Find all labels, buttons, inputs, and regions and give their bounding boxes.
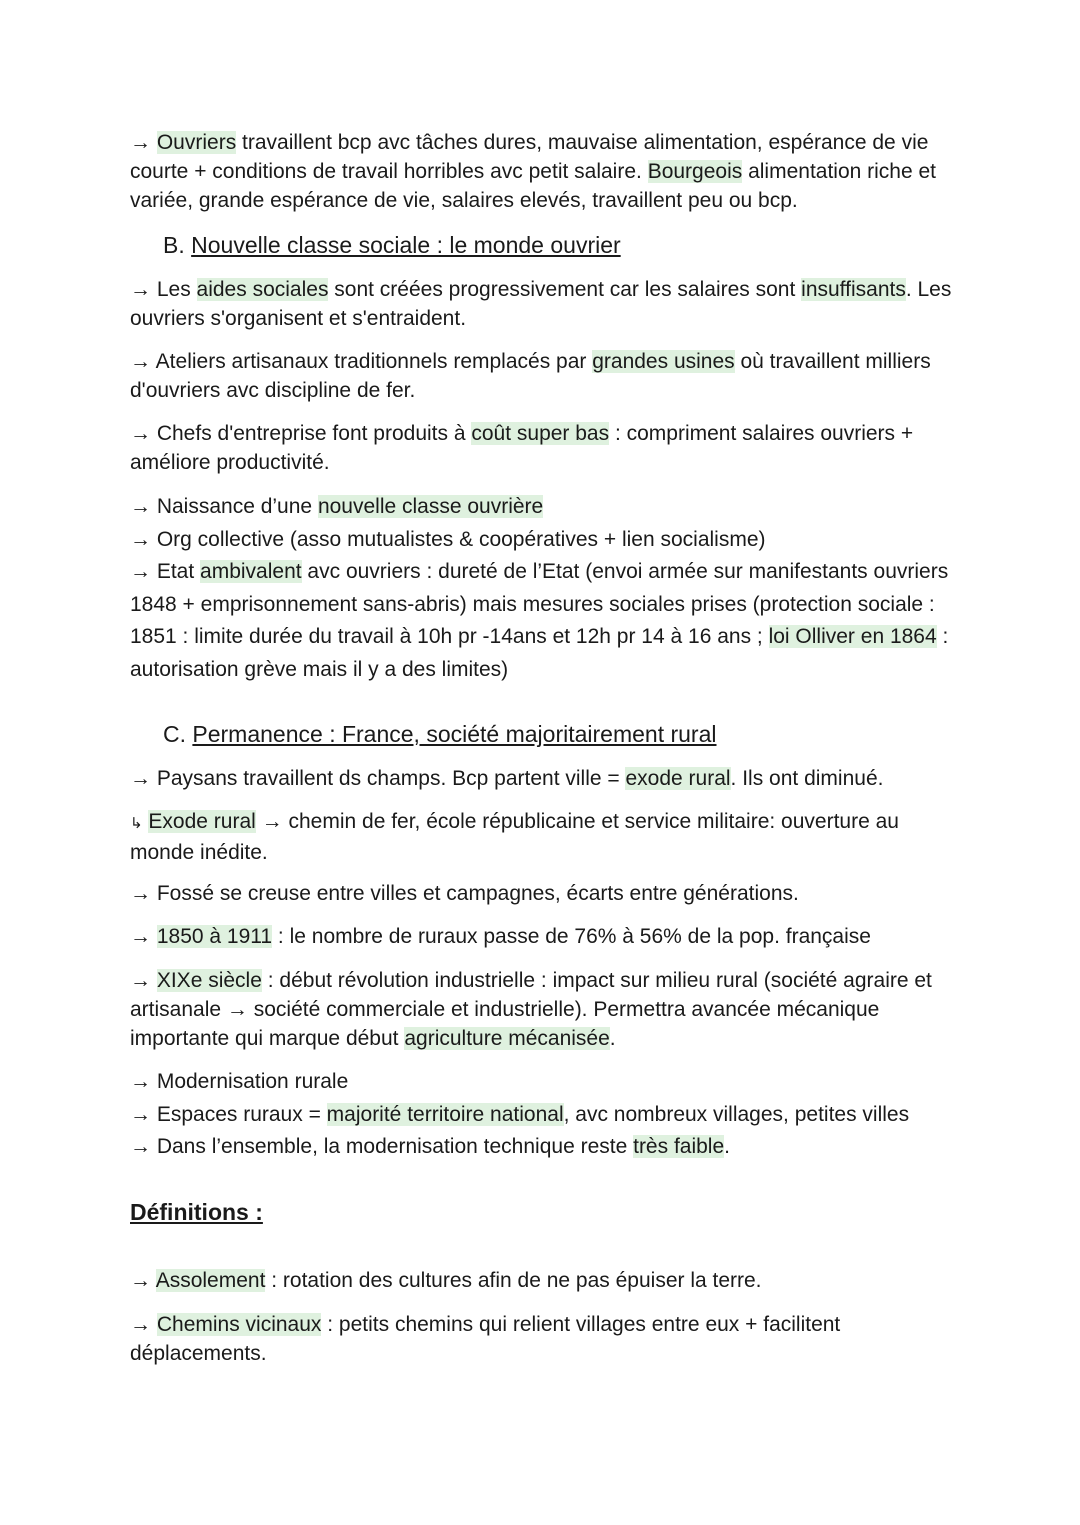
paragraph-text: . <box>724 1135 730 1158</box>
paragraph-text: . <box>609 1027 616 1050</box>
highlight-term: nouvelle classe ouvrière <box>317 495 544 518</box>
list-item <box>130 524 960 557</box>
paragraph-text: Naissance d’une <box>151 495 318 518</box>
definition-chemins-vicinaux <box>130 1310 960 1368</box>
highlight-term: agriculture mécanisée <box>404 1027 610 1050</box>
section-heading-b <box>163 230 621 260</box>
section-letter: B. <box>163 232 185 258</box>
section-letter: C. <box>163 721 186 747</box>
arrow-icon: → <box>130 350 151 373</box>
paragraph-text <box>151 925 157 948</box>
paragraph-text: Modernisation rurale <box>151 1070 349 1093</box>
paragraph-text: Dans l’ensemble, la modernisation technique reste <box>151 1135 634 1158</box>
highlight-term: Exode rural <box>148 810 256 833</box>
arrow-icon: → <box>130 527 151 551</box>
paragraph-ateliers <box>130 347 960 405</box>
arrow-icon: → <box>130 1135 151 1158</box>
section-title: Permanence : France, société majoritairement rural <box>192 721 717 747</box>
paragraph-fosse <box>130 879 960 908</box>
paragraph-text: , avc nombreux villages, petites villes <box>563 1102 910 1126</box>
paragraph-text <box>151 1269 156 1292</box>
paragraph-ouvriers-bourgeois <box>130 128 960 215</box>
arrow-icon: → <box>130 925 151 948</box>
paragraph-text: alimentation riche et variée, grande espérance de vie, salaires elevés, travaillent peu ou bcp. <box>130 160 937 212</box>
highlight-term: coût super bas <box>471 422 610 445</box>
paragraph-text: Ateliers artisanaux traditionnels remplacés par <box>151 350 593 373</box>
paragraph-text <box>151 969 157 992</box>
paragraph-text: travaillent bcp avc tâches dures, mauvaise alimentation, espérance de vie courte + conditions de travail horribles avc petit salaire. <box>130 131 929 183</box>
section-title: Nouvelle classe sociale : le monde ouvrier <box>191 232 621 258</box>
list-item <box>130 556 960 686</box>
arrow-icon: → <box>130 1269 151 1292</box>
section-heading-c <box>163 719 717 749</box>
paragraph-text: avc ouvriers : dureté de l’Etat (envoi armée sur manifestants ouvriers 1848 + emprisonnement sans-abris) mais mesures sociales prises (protection sociale : 1851 : limite durée du travail à 10h pr -14ans et 12h pr 14 à 16 ans ; <box>130 560 949 648</box>
highlight-term: très faible <box>633 1135 725 1158</box>
paragraph-text: sont créées progressivement car les salaires sont <box>328 278 802 301</box>
paragraph-text: Espaces ruraux = <box>151 1102 327 1126</box>
paragraph-1850-1911 <box>130 922 960 951</box>
highlight-term: insuffisants <box>801 278 906 301</box>
highlight-term: Chemins vicinaux <box>156 1313 322 1336</box>
highlight-term: Assolement <box>155 1269 266 1292</box>
paragraph-classe-ouvriere <box>130 491 960 686</box>
arrow-icon: → <box>130 131 151 154</box>
paragraph-exode-rural <box>130 807 960 867</box>
highlight-term: Bourgeois <box>647 160 743 183</box>
highlight-term: loi Olliver en 1864 <box>768 625 937 648</box>
paragraph-text: Les <box>151 278 197 301</box>
paragraph-text: : compriment salaires ouvriers + améliore productivité. <box>130 422 914 474</box>
highlight-term: exode rural <box>625 767 731 790</box>
highlight-term: XIXe siècle <box>156 969 262 992</box>
paragraph-aides-sociales <box>130 275 960 333</box>
paragraph-text: . Les ouvriers s'organisent et s'entraident. <box>130 278 952 330</box>
paragraph-text: Etat <box>151 560 201 583</box>
paragraph-paysans <box>130 764 960 793</box>
definition-assolement <box>130 1266 960 1295</box>
paragraph-text: : rotation des cultures afin de ne pas épuiser la terre. <box>265 1269 762 1292</box>
definitions-heading: Définitions : <box>130 1199 263 1225</box>
paragraph-xixe-siecle <box>130 966 960 1053</box>
paragraph-text: : autorisation grève mais il y a des limites) <box>130 625 949 681</box>
arrow-icon: → <box>130 1102 151 1126</box>
highlight-term: aides sociales <box>196 278 329 301</box>
paragraph-text: Org collective (asso mutualistes & coopératives + lien socialisme) <box>151 527 766 551</box>
paragraph-text: → chemin de fer, école républicaine et service militaire: ouverture au monde inédite. <box>130 810 899 864</box>
paragraph-text: Paysans travaillent ds champs. Bcp partent ville = <box>151 767 626 790</box>
paragraph-text <box>151 1313 157 1336</box>
paragraph-text: : le nombre de ruraux passe de 76% à 56% de la pop. française <box>272 925 871 948</box>
list-item <box>130 491 960 524</box>
paragraph-text: où travaillent milliers d'ouvriers avc discipline de fer. <box>130 350 931 402</box>
list-item <box>130 1131 960 1164</box>
list-item <box>130 1066 960 1099</box>
paragraph-text: : petits chemins qui relient villages entre eux + facilitent déplacements. <box>130 1313 841 1365</box>
paragraph-text: : début révolution industrielle : impact sur milieu rural (société agraire et artisanale → société commerciale et industrielle). Permettra avancée mécanique importante qui marque début <box>130 969 932 1050</box>
paragraph-text: Fossé se creuse entre villes et campagnes, écarts entre générations. <box>151 882 799 905</box>
arrow-icon: → <box>130 969 151 992</box>
arrow-icon: → <box>130 767 151 790</box>
highlight-term: grandes usines <box>592 350 735 373</box>
arrow-icon: → <box>130 560 151 583</box>
arrow-icon: → <box>130 278 151 301</box>
arrow-icon: → <box>130 495 151 518</box>
highlight-term: Ouvriers <box>156 131 237 154</box>
list-item <box>130 1099 960 1132</box>
arrow-icon: → <box>130 1313 151 1336</box>
paragraph-chefs-entreprise <box>130 419 960 477</box>
highlight-term: ambivalent <box>200 560 302 583</box>
arrow-icon: → <box>130 882 151 905</box>
paragraph-text: . Ils ont diminué. <box>730 767 884 790</box>
highlight-term: 1850 à 1911 <box>156 925 273 948</box>
highlight-term: majorité territoire national <box>326 1102 564 1126</box>
arrow-icon: → <box>130 422 151 445</box>
paragraph-modernisation <box>130 1066 960 1164</box>
paragraph-text: Chefs d'entreprise font produits à <box>151 422 472 445</box>
arrow-icon: → <box>130 1070 151 1093</box>
arrow-return-icon: ↳ <box>130 815 143 832</box>
